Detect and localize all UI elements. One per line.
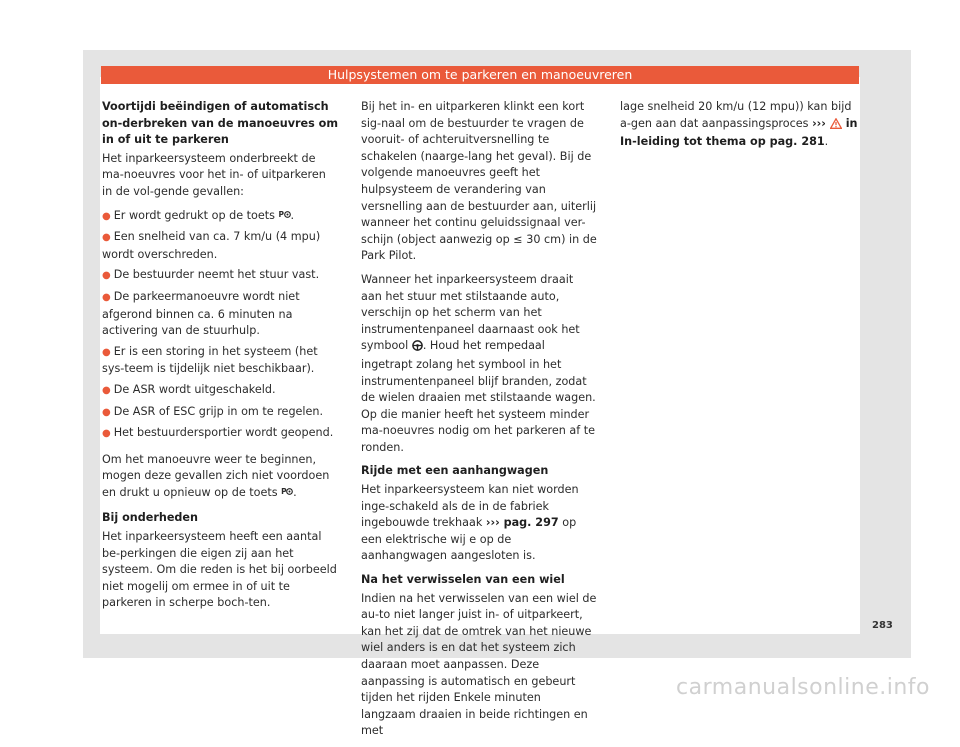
- adaptation-paragraph: lage snelheid 20 km/u (12 mpu)) kan bijd a-gen aan dat aanpassingsproces ››› in In-leiding tot thema op pag. 281.: [620, 100, 858, 149]
- page-reference-link[interactable]: ››› pag. 297: [485, 516, 559, 530]
- bullet-icon: ●: [102, 406, 111, 418]
- bullet-item: ● Het bestuurdersportier wordt geopend.: [102, 426, 334, 440]
- bullet-item: ● De ASR wordt uitgeschakeld.: [102, 382, 276, 396]
- heading-trailer: Rijde met een aanhangwagen: [361, 464, 549, 478]
- bullet-item: ● Er wordt gedrukt op de toets P .: [102, 208, 295, 222]
- steering-wheel-icon: [412, 340, 423, 357]
- warning-triangle-icon: [830, 118, 842, 135]
- bullet-icon: ●: [102, 291, 111, 303]
- column-2: [361, 99, 597, 747]
- bullet-icon: ●: [102, 346, 111, 358]
- bullet-text: Er wordt gedrukt op de toets: [113, 208, 275, 222]
- gear-change-paragraph: Bij het in- en uitparkeren klinkt een kort sig-naal om de bestuurder te vragen de vooruit- of achteruitversnelling te schakelen (naarge-lang het geval). Bij de volgende manoeuvres geeft het hulpsysteem de verandering van versnelling aan de bestuurder aan, uiterlij wanneer het continu geluidssignaal ver-schijn (object aanwezig op ≤ 30 cm) in de Park Pilot.: [361, 100, 597, 263]
- bullet-item: ● De bestuurder neemt het stuur vast.: [102, 268, 320, 282]
- intro-reference-link[interactable]: ››› in In-leiding tot thema op pag. 281: [620, 116, 858, 149]
- bullet-icon: ●: [102, 384, 111, 396]
- bullet-item: ● De parkeermanoeuvre wordt niet afgerond binnen ca. 6 minuten na activering van de stuurhulp.: [102, 289, 300, 338]
- park-assist-key-icon: P: [279, 211, 291, 219]
- steering-paragraph: Wanneer het inparkeersysteem draait aan het stuur met stilstaande auto, verschijn op het scherm van het instrumentenpaneel daarnaast ook het symbool . Houd het rempedaal ingetrapt zolang het symbool in het instrumentenpaneel blijf branden, zodat de wielen draaien met stilstaande wagen. Op die manier heeft het systeem minder ma-noeuvres nodig om het parkeren af te ronden.: [361, 272, 596, 454]
- bullet-item: ● Er is een storing in het systeem (het sys-teem is tijdelijk niet beschikbaar).: [102, 344, 318, 376]
- intro-paragraph: Het inparkeersysteem onderbreekt de ma-noeuvres voor het in- of uitparkeren in de vol-gende gevallen:: [102, 151, 326, 198]
- heading-limitations: Bij onderheden: [102, 511, 198, 525]
- bullet-icon: ●: [102, 428, 111, 440]
- bullet-item: ● Een snelheid van ca. 7 km/u (4 mpu) wordt overschreden.: [102, 230, 321, 261]
- section-header: Hulpsystemen om te parkeren en manoeuvreren: [101, 66, 859, 84]
- column-1: [102, 99, 338, 619]
- watermark: carmanualsonline.info: [676, 675, 930, 700]
- limitations-paragraph: Het inparkeersysteem heeft een aantal be-perkingen die eigen zij aan het systeem. Om die reden is het bij oorbeeld niet mogelij om ermee in of uit te parkeren in scherpe boch-ten.: [102, 530, 337, 610]
- bullet-icon: ●: [102, 232, 111, 244]
- column-3: [620, 99, 860, 158]
- restart-paragraph: Om het manoeuvre weer te beginnen, mogen deze gevallen zich niet voordoen en drukt u opnieuw op de toets P .: [102, 452, 330, 499]
- trailer-paragraph: Het inparkeersysteem kan niet worden inge-schakeld als de in de fabriek ingebouwde trekhaak ››› pag. 297 op een elektrische wij e op de aanhangwagen aangesloten is.: [361, 483, 579, 563]
- bullet-icon: ●: [102, 270, 111, 282]
- page-number: 283: [872, 620, 893, 631]
- heading-wheel-change: Na het verwisselen van een wiel: [361, 573, 565, 587]
- wheel-change-paragraph: Indien na het verwisselen van een wiel de au-to niet langer juist in- of uitparkeert, kan het zij dat de omtrek van het nieuwe wiel anders is en dat het systeem zich daaraan moet aanpassen. Deze aanpassing is automatisch en gebeurt tijden het rijden Enkele minuten langzaam draaien in beide richtingen en met: [361, 591, 597, 738]
- bullet-icon: ●: [102, 210, 111, 222]
- park-assist-key-icon: P: [281, 488, 293, 496]
- bullet-item: ● De ASR of ESC grijp in om te regelen.: [102, 404, 324, 418]
- heading-premature-stop: Voortijdi beëindigen of automatisch on-derbreken van de manoeuvres om in of uit te parkeren: [102, 100, 339, 147]
